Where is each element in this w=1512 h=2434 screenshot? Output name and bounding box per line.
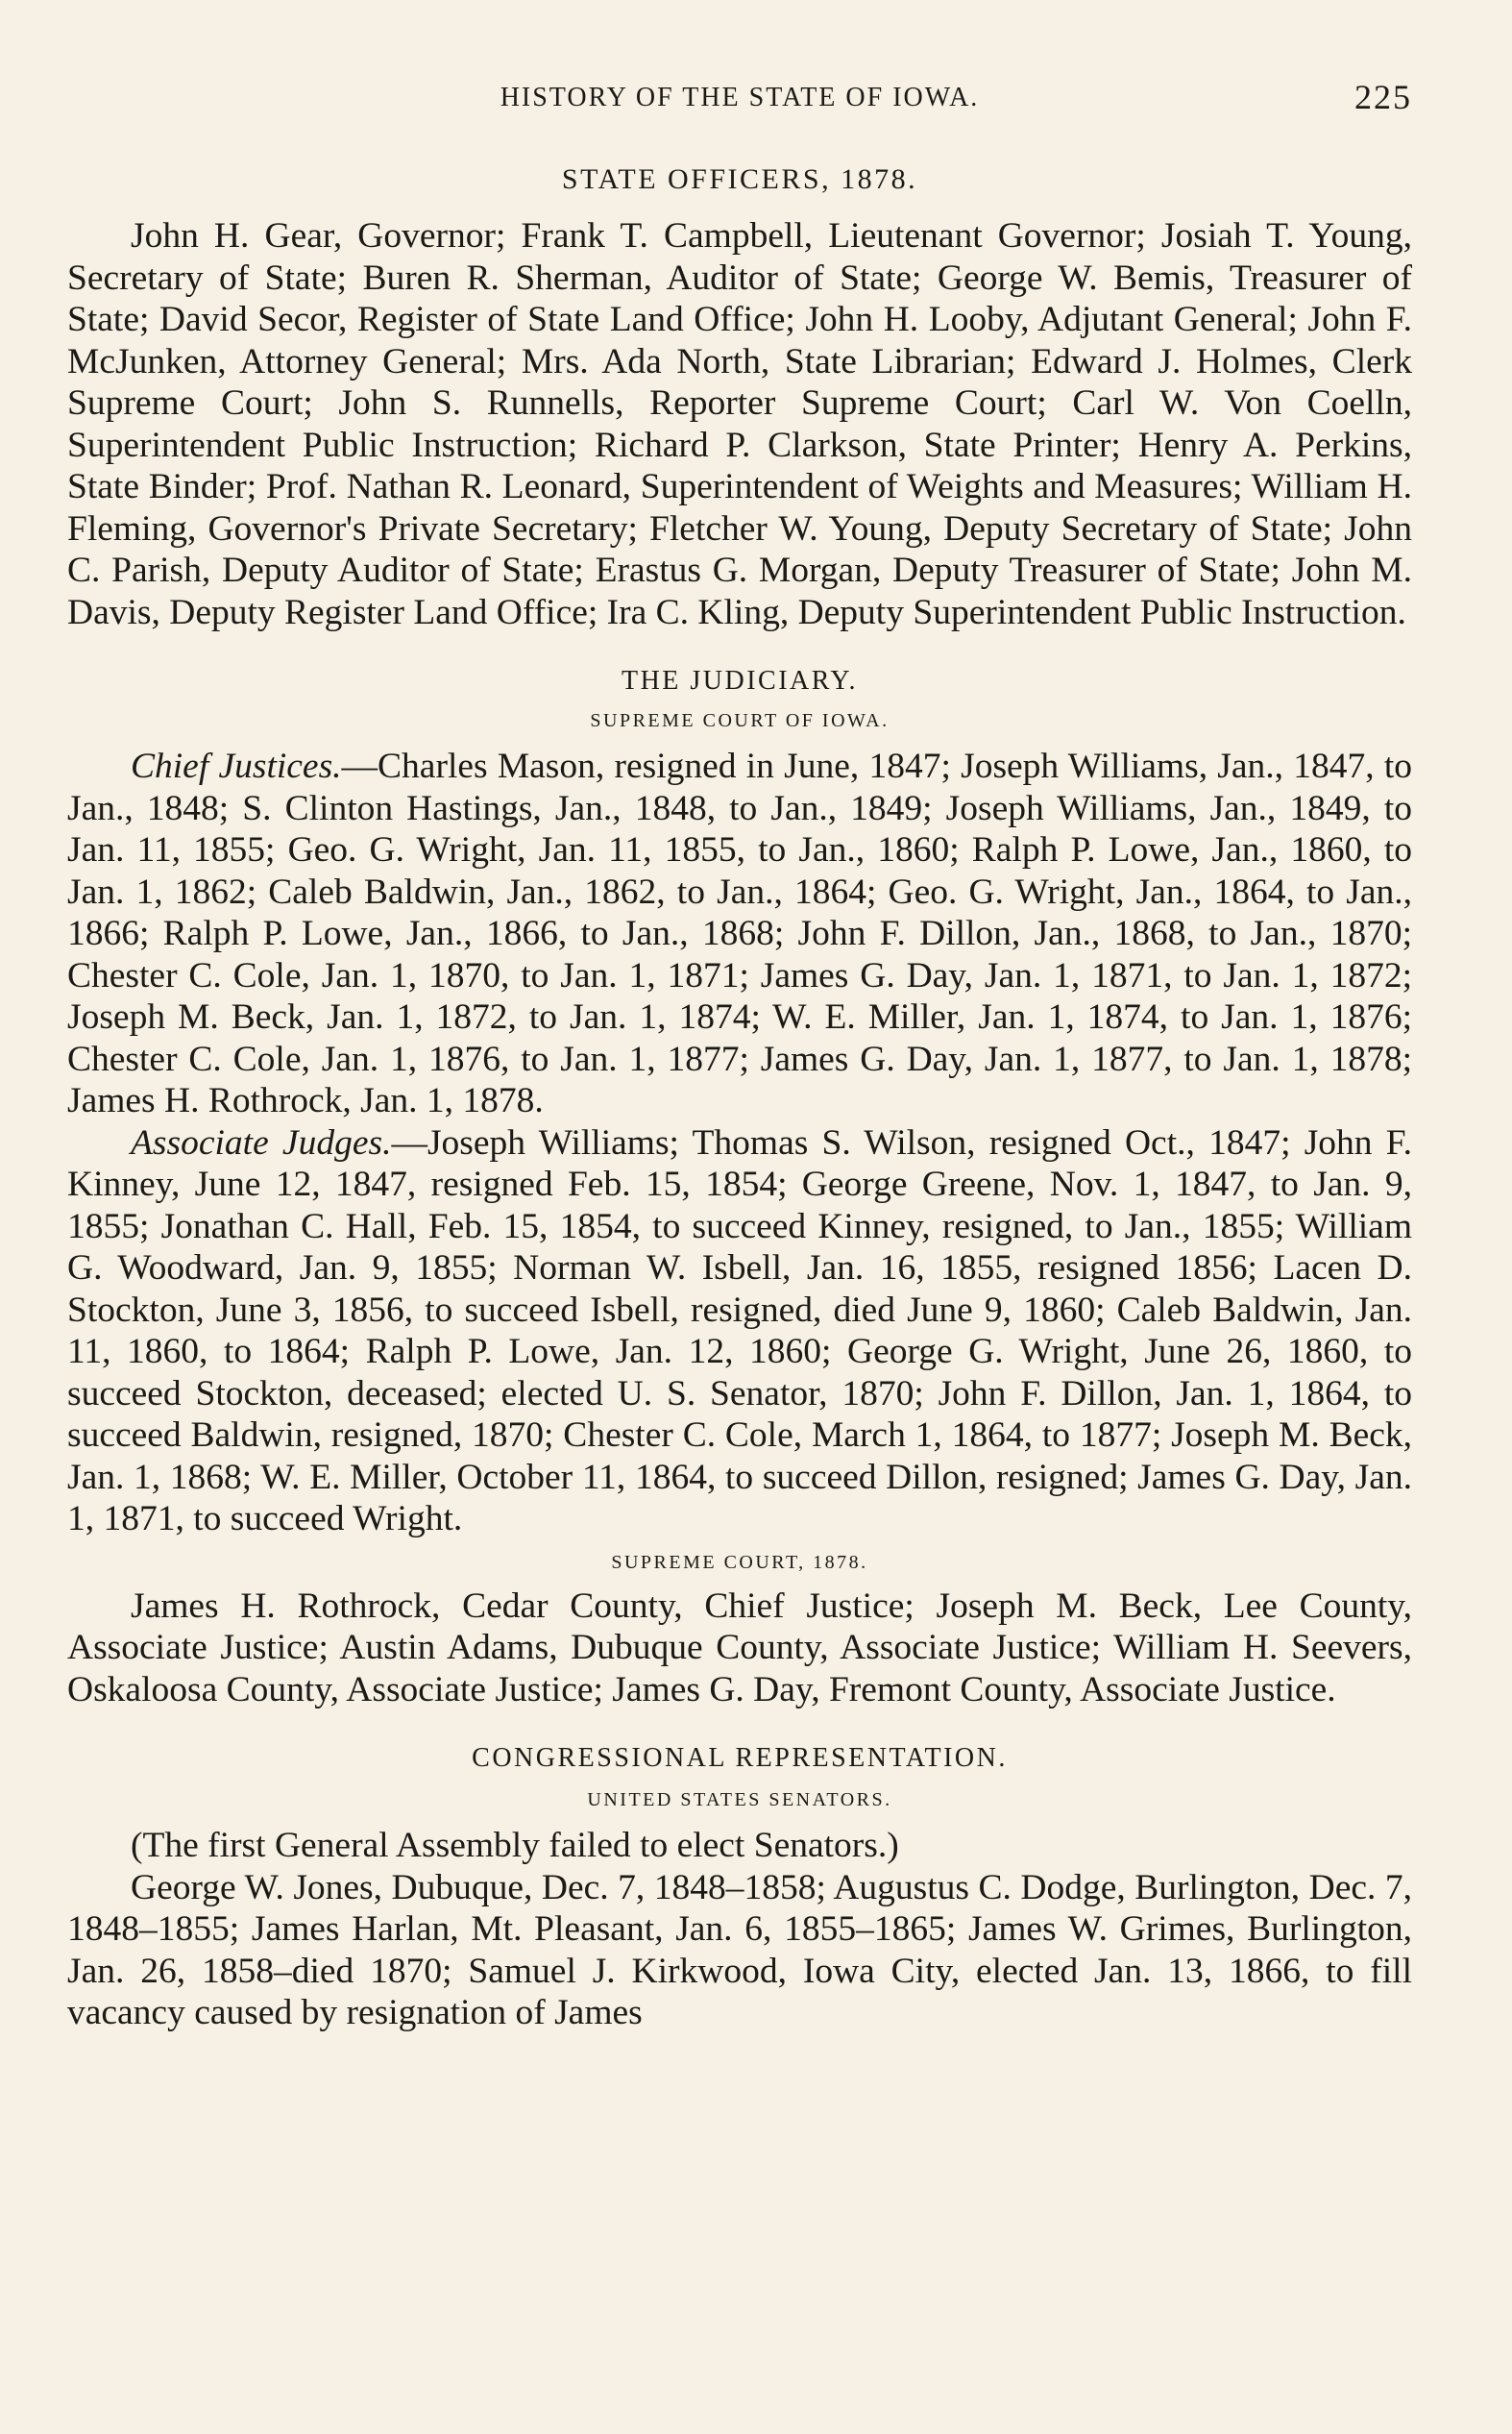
senators-note: (The first General Assembly failed to elect Senators.) [131,1826,899,1865]
state-officers-heading: STATE OFFICERS, 1878. [561,163,918,195]
chief-justices-text: —Charles Mason, resigned in June, 1847; Joseph Williams, Jan., 1847, to Jan., 1848; S. Clinton Hastings, Jan., 1848, to Jan., 1849; Joseph Williams, Jan., 1849, to Jan. 11, 1855; Geo. G. Wright, Jan. 11, 1855, to Jan., 1860; Ralph P. Lowe, Jan., 1860, to Jan. 1, 1862; Caleb Baldwin, Jan., 1862, to Jan., 1864; Geo. G. Wright, Jan., 1864, to Jan., 1866; Ralph P. Lowe, Jan., 1866, to Jan., 1868; John F. Dillon, Jan., 1868, to Jan., 1870; Chester C. Cole, Jan. 1, 1870, to Jan. 1, 1871; James G. Day, Jan. 1, 1871, to Jan. 1, 1872; Joseph M. Beck, Jan. 1, 1872, to Jan. 1, 1874; W. E. Miller, Jan. 1, 1874, to Jan. 1, 1876; Chester C. Cole, Jan. 1, 1876, to Jan. 1, 1877; James G. Day, Jan. 1, 1877, to Jan. 1, 1878; James H. Rothrock, Jan. 1, 1878. [67,747,1413,1120]
page-body [67,163,1412,2034]
associate-judges-paragraph [67,1122,1412,1540]
chief-justices-paragraph [67,746,1412,1122]
state-officers-paragraph: John H. Gear, Governor; Frank T. Campbell, Lieutenant Governor; Josiah T. Young, Secretary of State; Buren R. Sherman, Auditor of State; George W. Bemis, Treasurer of State; David Secor, Register of State Land Office; John H. Looby, Adjutant General; John F. McJunken, Attorney General; Mrs. Ada North, State Librarian; Edward J. Holmes, Clerk Supreme Court; John S. Runnells, Reporter Supreme Court; Carl W. Von Coelln, Superintendent Public Instruction; Richard P. Clarkson, State Printer; Henry A. Perkins, State Binder; Prof. Nathan R. Leonard, Superintendent of Weights and Measures; William H. Fleming, Governor's Private Secretary; Fletcher W. Young, Deputy Secretary of State; John C. Parish, Deputy Auditor of State; Erastus G. Morgan, Deputy Treasurer of State; John M. Davis, Deputy Register Land Office; Ira C. Kling, Deputy Superintendent Public Instruction. [67,216,1412,632]
associate-judges-lead: Associate Judges. [131,1122,392,1163]
supreme-court-1878-heading: SUPREME COURT, 1878. [611,1551,868,1573]
congressional-representation-heading: CONGRESSIONAL REPRESENTATION. [472,1743,1008,1773]
senators-paragraph: George W. Jones, Dubuque, Dec. 7, 1848–1858; Augustus C. Dodge, Burlington, Dec. 7, 1848–1855; James Harlan, Mt. Pleasant, Jan. 6, 1855–1865; James W. Grimes, Burlington, Jan. 26, 1858–died 1870; Samuel J. Kirkwood, Iowa City, elected Jan. 13, 1866, to fill vacancy caused by resignation of James [67,1867,1412,2032]
associate-judges-text: —Joseph Williams; Thomas S. Wilson, resigned Oct., 1847; John F. Kinney, June 12, 1847, resigned Feb. 15, 1854; George Greene, Nov. 1, 1847, to Jan. 9, 1855; Jonathan C. Hall, Feb. 15, 1854, to succeed Kinney, resigned, to Jan., 1855; William G. Woodward, Jan. 9, 1855; Norman W. Isbell, Jan. 16, 1855, resigned 1856; Lacen D. Stockton, June 3, 1856, to succeed Isbell, resigned, died June 9, 1860; Caleb Baldwin, Jan. 11, 1860, to 1864; Ralph P. Lowe, Jan. 12, 1860; George G. Wright, June 26, 1860, to succeed Stockton, deceased; elected U. S. Senator, 1870; John F. Dillon, Jan. 1, 1864, to succeed Baldwin, resigned, 1870; Chester C. Cole, March 1, 1864, to 1877; Joseph M. Beck, Jan. 1, 1868; W. E. Miller, October 11, 1864, to succeed Dillon, resigned; James G. Day, Jan. 1, 1871, to succeed Wright. [67,1122,1413,1538]
running-title: HISTORY OF THE STATE OF IOWA. [500,83,980,112]
chief-justices-lead: Chief Justices. [131,747,342,786]
supreme-court-1878-paragraph: James H. Rothrock, Cedar County, Chief Justice; Joseph M. Beck, Lee County, Associate Justice; Austin Adams, Dubuque County, Associate Justice; William H. Seevers, Oskaloosa County, Associate Justice; James G. Day, Fremont County, Associate Justice. [67,1586,1412,1709]
running-header [67,78,1412,121]
page-number: 225 [1354,78,1412,116]
judiciary-heading: THE JUDICIARY. [621,666,859,696]
united-states-senators-subheading: UNITED STATES SENATORS. [587,1789,892,1810]
supreme-court-of-iowa-subheading: SUPREME COURT OF IOWA. [590,710,890,731]
